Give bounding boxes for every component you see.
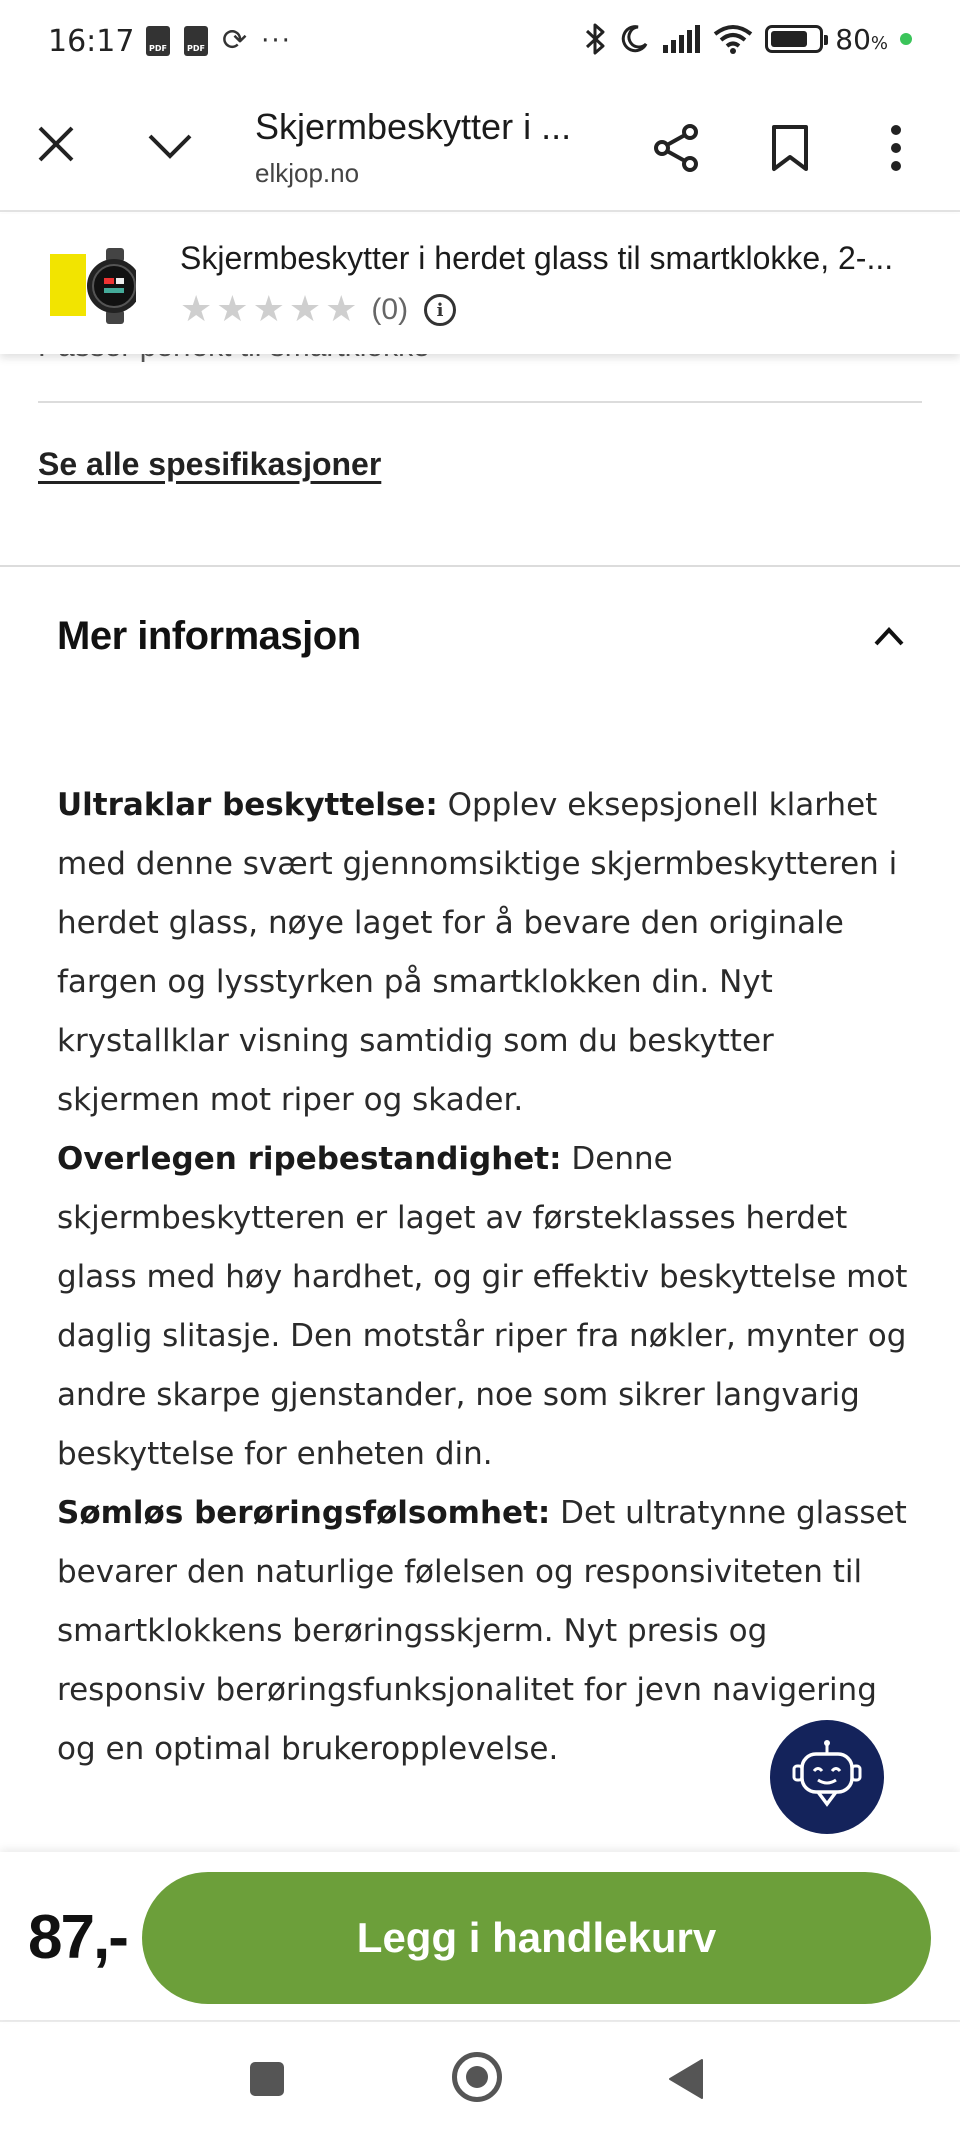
star-icon: ★ — [288, 289, 322, 330]
add-to-cart-button[interactable]: Legg i handlekurv — [142, 1872, 931, 2004]
chevron-down-icon[interactable] — [146, 128, 194, 164]
chevron-up-icon[interactable] — [872, 624, 906, 650]
section-title[interactable]: Mer informasjon — [57, 614, 361, 658]
recents-icon[interactable] — [250, 2062, 284, 2096]
close-icon[interactable] — [36, 124, 76, 164]
product-thumbnail — [48, 244, 136, 328]
signal-icon — [661, 25, 701, 53]
status-bar — [0, 0, 960, 88]
bluetooth-icon — [585, 22, 607, 56]
rating-count: (0) — [371, 293, 409, 326]
bookmark-icon[interactable] — [770, 124, 810, 172]
navigation-bar — [0, 2020, 960, 2134]
divider — [38, 401, 922, 403]
chatbot-button[interactable] — [770, 1720, 884, 1834]
battery-percent: 80% — [835, 22, 888, 56]
star-icon: ★ — [216, 289, 249, 330]
description-paragraph — [57, 1130, 917, 1484]
back-icon[interactable] — [668, 2058, 704, 2100]
notification-icons — [146, 23, 292, 58]
star-icon: ★ — [252, 289, 285, 330]
paragraph-heading: Ultraklar beskyttelse: — [57, 787, 438, 823]
browser-toolbar — [0, 88, 960, 212]
more-vert-icon[interactable] — [888, 124, 904, 172]
buy-bar — [0, 1852, 960, 2020]
product-description — [57, 776, 917, 1779]
price: 87,- — [28, 1903, 127, 1972]
paragraph-heading: Sømløs berøringsfølsomhet: — [57, 1495, 551, 1531]
description-paragraph — [57, 776, 917, 1130]
wifi-icon — [713, 24, 753, 54]
paragraph-text: Det ultratynne glasset bevarer den naturlige følelsen og responsiviteten til smartklokkens berøringsskjerm. Nyt presis og responsiv berøringsfunksjonalitet for jevn navigering og en optimal brukeropplevelse. — [57, 1495, 907, 1767]
paragraph-heading: Overlegen ripebestandighet: — [57, 1141, 562, 1177]
rating — [180, 289, 456, 330]
page-title[interactable]: Skjermbeskytter i ... — [255, 106, 572, 147]
privacy-dot — [900, 33, 912, 45]
divider — [0, 565, 960, 567]
sticky-product-header[interactable] — [0, 214, 960, 354]
product-name: Skjermbeskytter i herdet glass til smartklokke, 2-... — [180, 240, 894, 276]
robot-icon — [788, 1738, 866, 1816]
share-icon[interactable] — [652, 124, 700, 172]
more-dots-icon: ··· — [261, 26, 292, 56]
star-icon: ★ — [180, 289, 213, 330]
pdf-icon: PDF — [146, 26, 170, 56]
system-icons — [585, 22, 912, 56]
paragraph-text: Opplev eksepsjonell klarhet med denne svært gjennomsiktige skjermbeskytteren i herdet glass, nøye laget for å bevare den originale fargen og lysstyrken på smartklokken din. Nyt krystallklar visning samtidig som du beskytter skjermen mot riper og skader. — [57, 787, 898, 1118]
sync-icon: ⟳ — [222, 23, 248, 58]
paragraph-text: Denne skjermbeskytteren er laget av førsteklasses herdet glass med høy hardhet, og gir effektiv beskyttelse mot daglig slitasje. Den motstår riper fra nøkler, mynter og andre skarpe gjenstander, noe som sikrer langvarig beskyttelse for enheten din. — [57, 1141, 908, 1472]
moon-icon — [619, 24, 649, 54]
info-icon[interactable]: i — [424, 294, 456, 326]
status-time: 16:17 — [48, 24, 135, 59]
see-all-specs-link[interactable]: Se alle spesifikasjoner — [38, 446, 382, 482]
page-domain[interactable]: elkjop.no — [255, 158, 360, 188]
home-icon[interactable] — [452, 2052, 502, 2102]
battery-icon — [765, 25, 823, 53]
pdf-icon: PDF — [184, 26, 208, 56]
star-icon: ★ — [325, 289, 358, 330]
